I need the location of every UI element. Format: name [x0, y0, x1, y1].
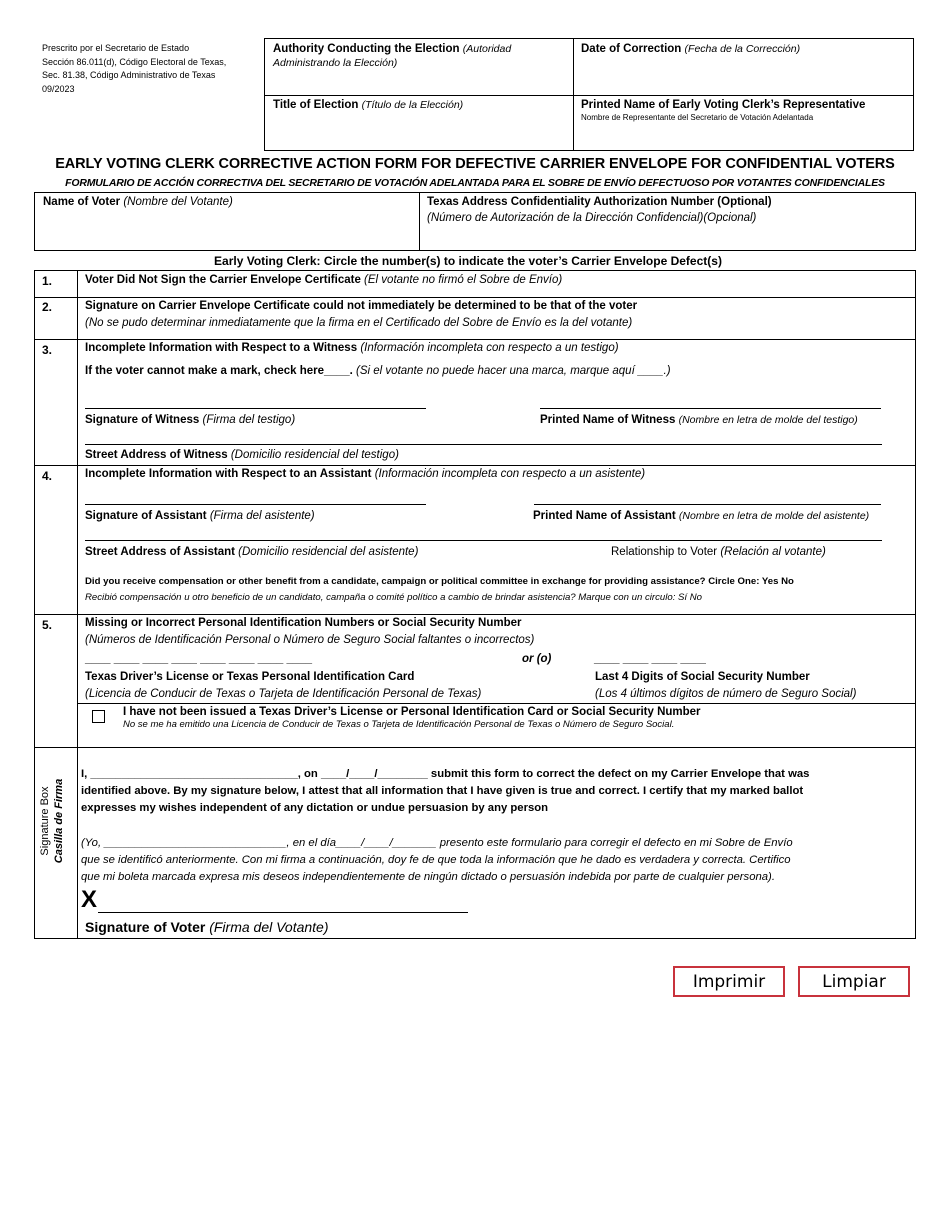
witness-signature-line[interactable] [85, 408, 426, 409]
signature-x-mark: X [81, 886, 98, 913]
signature-box-side-label: Signature Box Casilla de Firma [39, 778, 65, 864]
cannot-mark-check[interactable]: If the voter cannot make a mark, check here____. (Si el votante no puede hacer una marca, marque aquí ____.) [85, 365, 671, 377]
ssn-blanks[interactable]: ____ ____ ____ ____ [594, 653, 706, 665]
defect-3-text: Incomplete Information with Respect to a Witness (Información incompleta con respecto a un testigo) [85, 342, 619, 354]
attestation-es: (Yo, _____________________________, en el día____/____/_______ presento este formulario para corregir el defecto en mi Sobre de Envío que se identificó anteriormente. Con mi firma a continuación, doy fe de que toda la información que he dado es verdadera y correcta. Certifico que mi boleta marcada expresa mis deseos independientemente de ningún dictado o persuasión indebida por parte de cualquier persona). [81, 837, 793, 883]
clerk-representative-field[interactable]: Printed Name of Early Voting Clerk’s Representative Nombre de Representante del Secretario de Votación Adelantada [581, 99, 866, 122]
drivers-license-label: Texas Driver’s License or Texas Personal Identification Card (Licencia de Conducir de Texas o Tarjeta de Identificación Personal de Texas) [85, 671, 482, 700]
assistant-signature-label: Signature of Assistant (Firma del asistente) [85, 510, 315, 522]
defect-5-text: Missing or Incorrect Personal Identification Numbers or Social Security Number (Números de Identificación Personal o Número de Seguro Social faltantes o incorrectos) [85, 617, 535, 646]
confidentiality-number-field[interactable]: Texas Address Confidentiality Authorization Number (Optional) (Número de Autorización de la Dirección Confidencial)(Opcional) [427, 196, 772, 224]
defect-1-text: Voter Did Not Sign the Carrier Envelope Certificate (El votante no firmó el Sobre de Envío) [85, 274, 563, 286]
defect-number-2[interactable]: 2. [42, 300, 53, 314]
assistant-name-line[interactable] [534, 504, 881, 505]
defect-4-text: Incomplete Information with Respect to an Assistant (Información incompleta con respecto a un asistente) [85, 468, 646, 480]
no-id-text: I have not been issued a Texas Driver’s License or Personal Identification Card or Social Security Number No se me ha emitido una Licencia de Conducir de Texas o Tarjeta de Identificación Personal de Texas o Número de Seguro Social. [123, 706, 701, 730]
prescribed-note: Prescrito por el Secretario de Estado Sección 86.011(d), Código Electoral de Texas, Sec. 81.38, Código Administrativo de Texas 09/2023 [42, 43, 227, 94]
print-button[interactable]: Imprimir [673, 966, 785, 997]
no-id-checkbox[interactable] [92, 710, 105, 723]
voter-name-field[interactable]: Name of Voter (Nombre del Votante) [43, 196, 233, 208]
witness-address-line[interactable] [85, 444, 882, 445]
compensation-question-es[interactable]: Recibió compensación u otro beneficio de un candidato, campaña o comité político a cambio de brindar asistencia? Marque con un circulo: Sí No [85, 592, 703, 603]
date-of-correction-field[interactable]: Date of Correction (Fecha de la Corrección) [581, 43, 801, 55]
attestation-en: I, _________________________________, on ____/____/________ submit this form to correct the defect on my Carrier Envelope that was identified above. By my signature below, I attest that all information that I have given is true and correct. I certify that my marked ballot expresses my wishes independent of any dictation or undue persuasion by any person [81, 768, 810, 814]
witness-name-line[interactable] [540, 408, 881, 409]
witness-address-label: Street Address of Witness (Domicilio residencial del testigo) [85, 449, 399, 461]
defect-number-3[interactable]: 3. [42, 343, 53, 357]
ssn-label: Last 4 Digits of Social Security Number (Los 4 últimos dígitos de número de Seguro Social) [595, 671, 857, 700]
voter-info-box [34, 192, 916, 251]
defect-number-4[interactable]: 4. [42, 469, 53, 483]
or-label: or (o) [522, 653, 552, 665]
clerk-instruction: Early Voting Clerk: Circle the number(s) to indicate the voter’s Carrier Envelope Defect(s) [214, 254, 722, 268]
assistant-signature-line[interactable] [85, 504, 426, 505]
assistant-address-label: Street Address of Assistant (Domicilio residencial del asistente) [85, 546, 419, 558]
relationship-to-voter-label: Relationship to Voter (Relación al votante) [611, 546, 826, 558]
voter-signature-label: Signature of Voter (Firma del Votante) [85, 919, 329, 935]
authority-field[interactable]: Authority Conducting the Election (Autoridad Administrando la Elección) [273, 43, 512, 69]
defect-number-5[interactable]: 5. [42, 618, 53, 632]
witness-name-label: Printed Name of Witness (Nombre en letra de molde del testigo) [540, 414, 858, 426]
assistant-name-label: Printed Name of Assistant (Nombre en letra de molde del asistente) [533, 510, 870, 522]
clear-button[interactable]: Limpiar [798, 966, 910, 997]
defect-2-text: Signature on Carrier Envelope Certificate could not immediately be determined to be that of the voter (No se pudo determinar inmediatamente que la firma en el Certificado del Sobre de Envío es la del votante) [85, 300, 638, 329]
defect-number-1[interactable]: 1. [42, 274, 53, 288]
form-title-es: FORMULARIO DE ACCIÓN CORRECTIVA DEL SECRETARIO DE VOTACIÓN ADELANTADA PARA EL SOBRE DE ENVÍO DEFECTUOSO POR VOTANTES CONFIDENCIALES [65, 177, 885, 189]
drivers-license-blanks[interactable]: ____ ____ ____ ____ ____ ____ ____ ____ [85, 653, 313, 665]
voter-signature-line[interactable] [98, 912, 468, 913]
title-of-election-field[interactable]: Title of Election (Título de la Elección) [273, 99, 464, 111]
assistant-address-line[interactable] [85, 540, 882, 541]
header-grid [264, 38, 914, 151]
compensation-question[interactable]: Did you receive compensation or other benefit from a candidate, campaign or political committee in exchange for providing assistance? Circle One: Yes No [85, 576, 794, 587]
form-title: EARLY VOTING CLERK CORRECTIVE ACTION FORM FOR DEFECTIVE CARRIER ENVELOPE FOR CONFIDENTIAL VOTERS [55, 156, 895, 172]
witness-signature-label: Signature of Witness (Firma del testigo) [85, 414, 296, 426]
